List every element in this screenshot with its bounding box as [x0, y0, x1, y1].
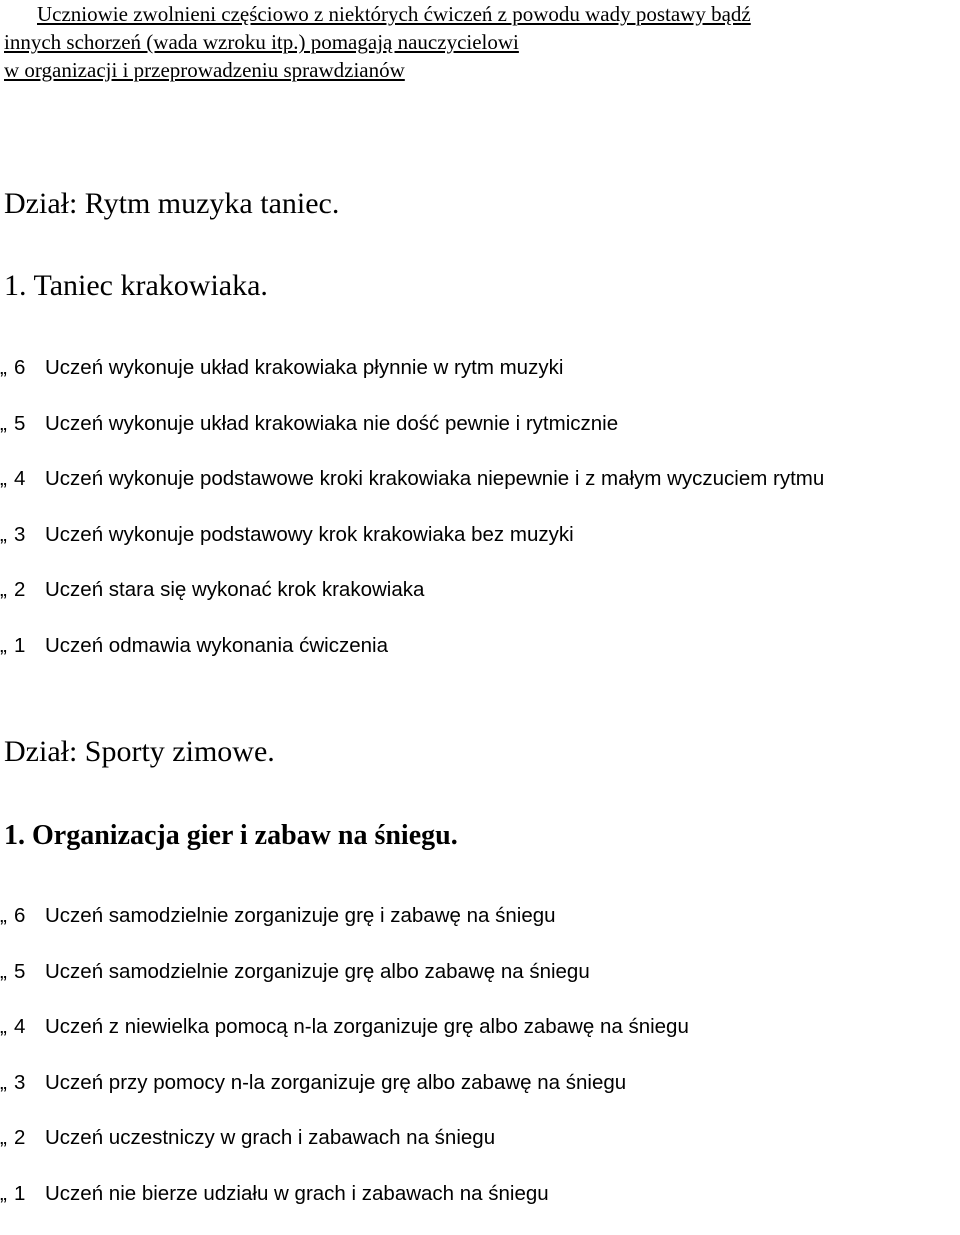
quote-mark: „ [0, 959, 7, 983]
quote-mark: „ [0, 1126, 7, 1149]
criterion-text: Uczeń przy pomocy n-la zorganizuje grę albo zabawę na śniegu [45, 1070, 627, 1094]
criterion-item [0, 1180, 689, 1208]
intro-paragraph [4, 0, 956, 84]
criterion-text: Uczeń nie bierze udziału w grach i zabawach na śniegu [45, 1181, 549, 1205]
criterion-text: Uczeń uczestniczy w grach i zabawach na śniegu [45, 1126, 496, 1149]
section-1-criteria-list [0, 354, 824, 687]
intro-line-2: innych schorzeń (wada wzroku itp.) pomagają nauczycielowi [4, 30, 519, 54]
grade-number: 2 [14, 578, 26, 601]
grade-number: 3 [14, 522, 26, 546]
criterion-text: Uczeń wykonuje układ krakowiaka nie dość pewnie i rytmicznie [45, 411, 619, 435]
grade-number: 2 [14, 1126, 26, 1149]
criterion-item [0, 632, 824, 660]
criterion-item [0, 521, 824, 549]
grade-number: 1 [14, 633, 26, 657]
grade-number: 5 [14, 959, 26, 983]
criterion-item [0, 1013, 689, 1041]
quote-mark: „ [0, 904, 7, 927]
criterion-item [0, 958, 689, 986]
criterion-text: Uczeń samodzielnie zorganizuje grę albo zabawę na śniegu [45, 959, 590, 983]
criterion-text: Uczeń wykonuje układ krakowiaka płynnie w rytm muzyki [45, 356, 564, 379]
section-1-topic: 1. Taniec krakowiaka. [4, 269, 268, 302]
intro-line-1: Uczniowie zwolnieni częściowo z niektórych ćwiczeń z powodu wady postawy bądź [37, 2, 751, 26]
section-2-topic: 1. Organizacja gier i zabaw na śniegu. [4, 820, 458, 851]
section-1-title: Dział: Rytm muzyka taniec. [4, 187, 340, 220]
criterion-text: Uczeń stara się wykonać krok krakowiaka [45, 578, 425, 601]
quote-mark: „ [0, 1070, 7, 1094]
grade-number: 3 [14, 1070, 26, 1094]
criterion-item [0, 576, 824, 604]
quote-mark: „ [0, 411, 7, 435]
grade-number: 6 [14, 356, 26, 379]
section-2-criteria-list [0, 902, 689, 1235]
quote-mark: „ [0, 1015, 7, 1038]
criterion-text: Uczeń odmawia wykonania ćwiczenia [45, 633, 388, 657]
quote-mark: „ [0, 578, 7, 601]
criterion-text: Uczeń z niewielka pomocą n-la zorganizuje grę albo zabawę na śniegu [45, 1015, 689, 1038]
intro-line-3: w organizacji i przeprowadzeniu sprawdzianów [4, 58, 405, 82]
grade-number: 1 [14, 1181, 26, 1205]
criterion-text: Uczeń samodzielnie zorganizuje grę i zabawę na śniegu [45, 904, 556, 927]
section-2-title: Dział: Sporty zimowe. [4, 735, 275, 768]
grade-number: 5 [14, 411, 26, 435]
criterion-text: Uczeń wykonuje podstawowy krok krakowiaka bez muzyki [45, 522, 574, 546]
criterion-item [0, 410, 824, 438]
criterion-text: Uczeń wykonuje podstawowe kroki krakowiaka niepewnie i z małym wyczuciem rytmu [45, 467, 825, 490]
quote-mark: „ [0, 467, 7, 490]
quote-mark: „ [0, 1181, 7, 1205]
criterion-item [0, 465, 824, 493]
quote-mark: „ [0, 633, 7, 657]
criterion-item [0, 902, 689, 930]
grade-number: 4 [14, 467, 26, 490]
quote-mark: „ [0, 522, 7, 546]
criterion-item [0, 354, 824, 382]
grade-number: 6 [14, 904, 26, 927]
criterion-item [0, 1069, 689, 1097]
quote-mark: „ [0, 356, 7, 379]
grade-number: 4 [14, 1015, 26, 1038]
criterion-item [0, 1124, 689, 1152]
